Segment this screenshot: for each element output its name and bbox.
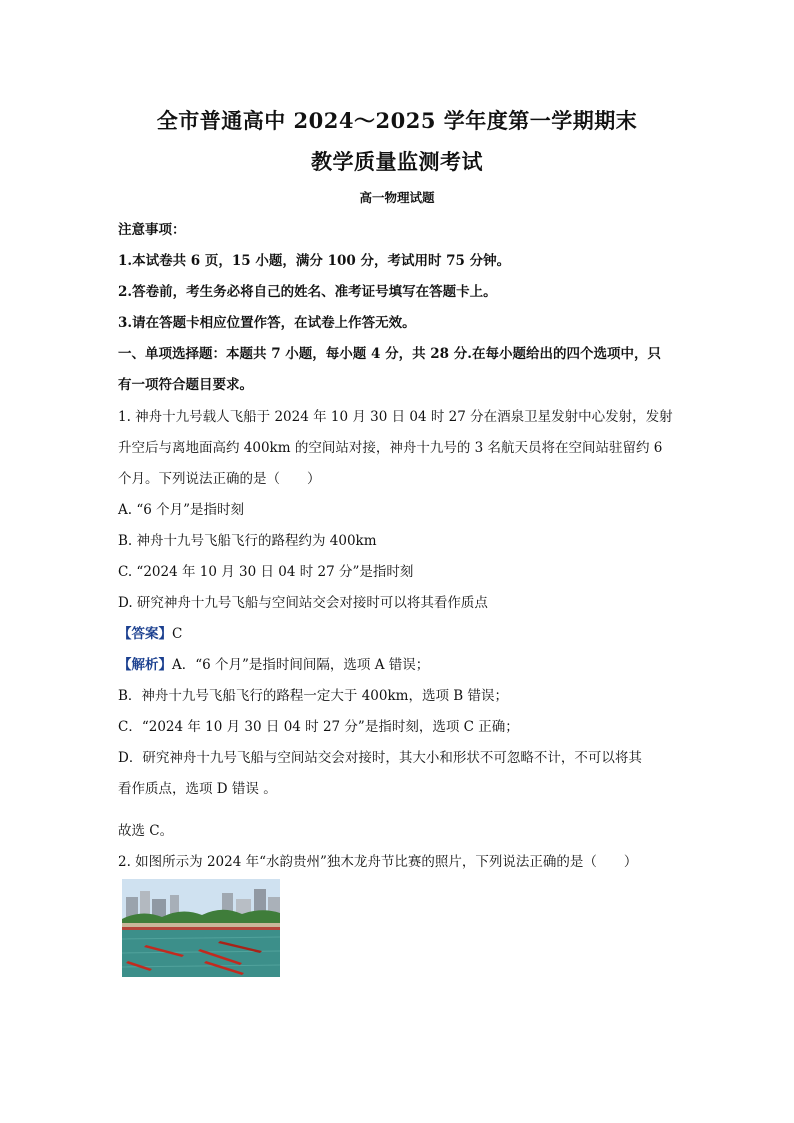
conclusion: 故选 C。 [118,823,174,839]
analysis-label: 【解析】 [118,657,172,673]
answer-label: 【答案】 [118,626,172,642]
notes-item: 1.本试卷共 6 页，15 小题，满分 100 分，考试用时 75 分钟。 [118,253,511,269]
option-c: C. “2024 年 10 月 30 日 04 时 27 分”是指时刻 [118,564,414,580]
exam-title-line2: 教学质量监测考试 [311,149,483,174]
analysis-text: D．研究神舟十九号飞船与空间站交会对接时，其大小和形状不可忽略不计，不可以将其 [118,750,642,766]
dragon-boat-photo [122,879,280,977]
analysis-line [118,653,429,673]
analysis-text: C．“2024 年 10 月 30 日 04 时 27 分”是指时刻，选项 C 正确； [118,719,519,735]
question-stem: 升空后与离地面高约 400km 的空间站对接，神舟十九号的 3 名航天员将在空间站驻留约 6 [118,440,663,456]
analysis-text: A．“6 个月”是指时间间隔，选项 A 错误； [172,657,430,673]
option-a: A. “6 个月”是指时刻 [118,502,245,518]
question-stem: 个月。下列说法正确的是（ ） [118,471,321,487]
analysis-text: 看作质点，选项 D 错误 。 [118,781,277,797]
notes-heading: 注意事项： [118,222,186,238]
exam-subject: 高一物理试题 [359,190,435,205]
option-b: B. 神舟十九号飞船飞行的路程约为 400km [118,533,377,549]
answer-line [118,622,182,642]
option-d: D. 研究神舟十九号飞船与空间站交会对接时可以将其看作质点 [118,595,488,611]
answer-value: C [172,626,183,642]
notes-item: 2.答卷前，考生务必将自己的姓名、准考证号填写在答题卡上。 [118,284,497,300]
analysis-text: B．神舟十九号飞船飞行的路程一定大于 400km，选项 B 错误； [118,688,508,704]
exam-title-line1: 全市普通高中 2024～2025 学年度第一学期期末 [156,108,638,133]
notes-item: 3.请在答题卡相应位置作答，在试卷上作答无效。 [118,315,416,331]
question-stem: 1. 神舟十九号载人飞船于 2024 年 10 月 30 日 04 时 27 分在酒泉卫星发射中心发射，发射 [118,409,673,425]
section-heading: 一、单项选择题：本题共 7 小题，每小题 4 分，共 28 分.在每小题给出的四个选项中，只 [118,346,661,362]
photo-crowd [122,927,280,930]
section-heading-cont: 有一项符合题目要求。 [118,377,253,393]
question-2-stem: 2. 如图所示为 2024 年“水韵贵州”独木龙舟节比赛的照片，下列说法正确的是（ ） [118,854,638,870]
